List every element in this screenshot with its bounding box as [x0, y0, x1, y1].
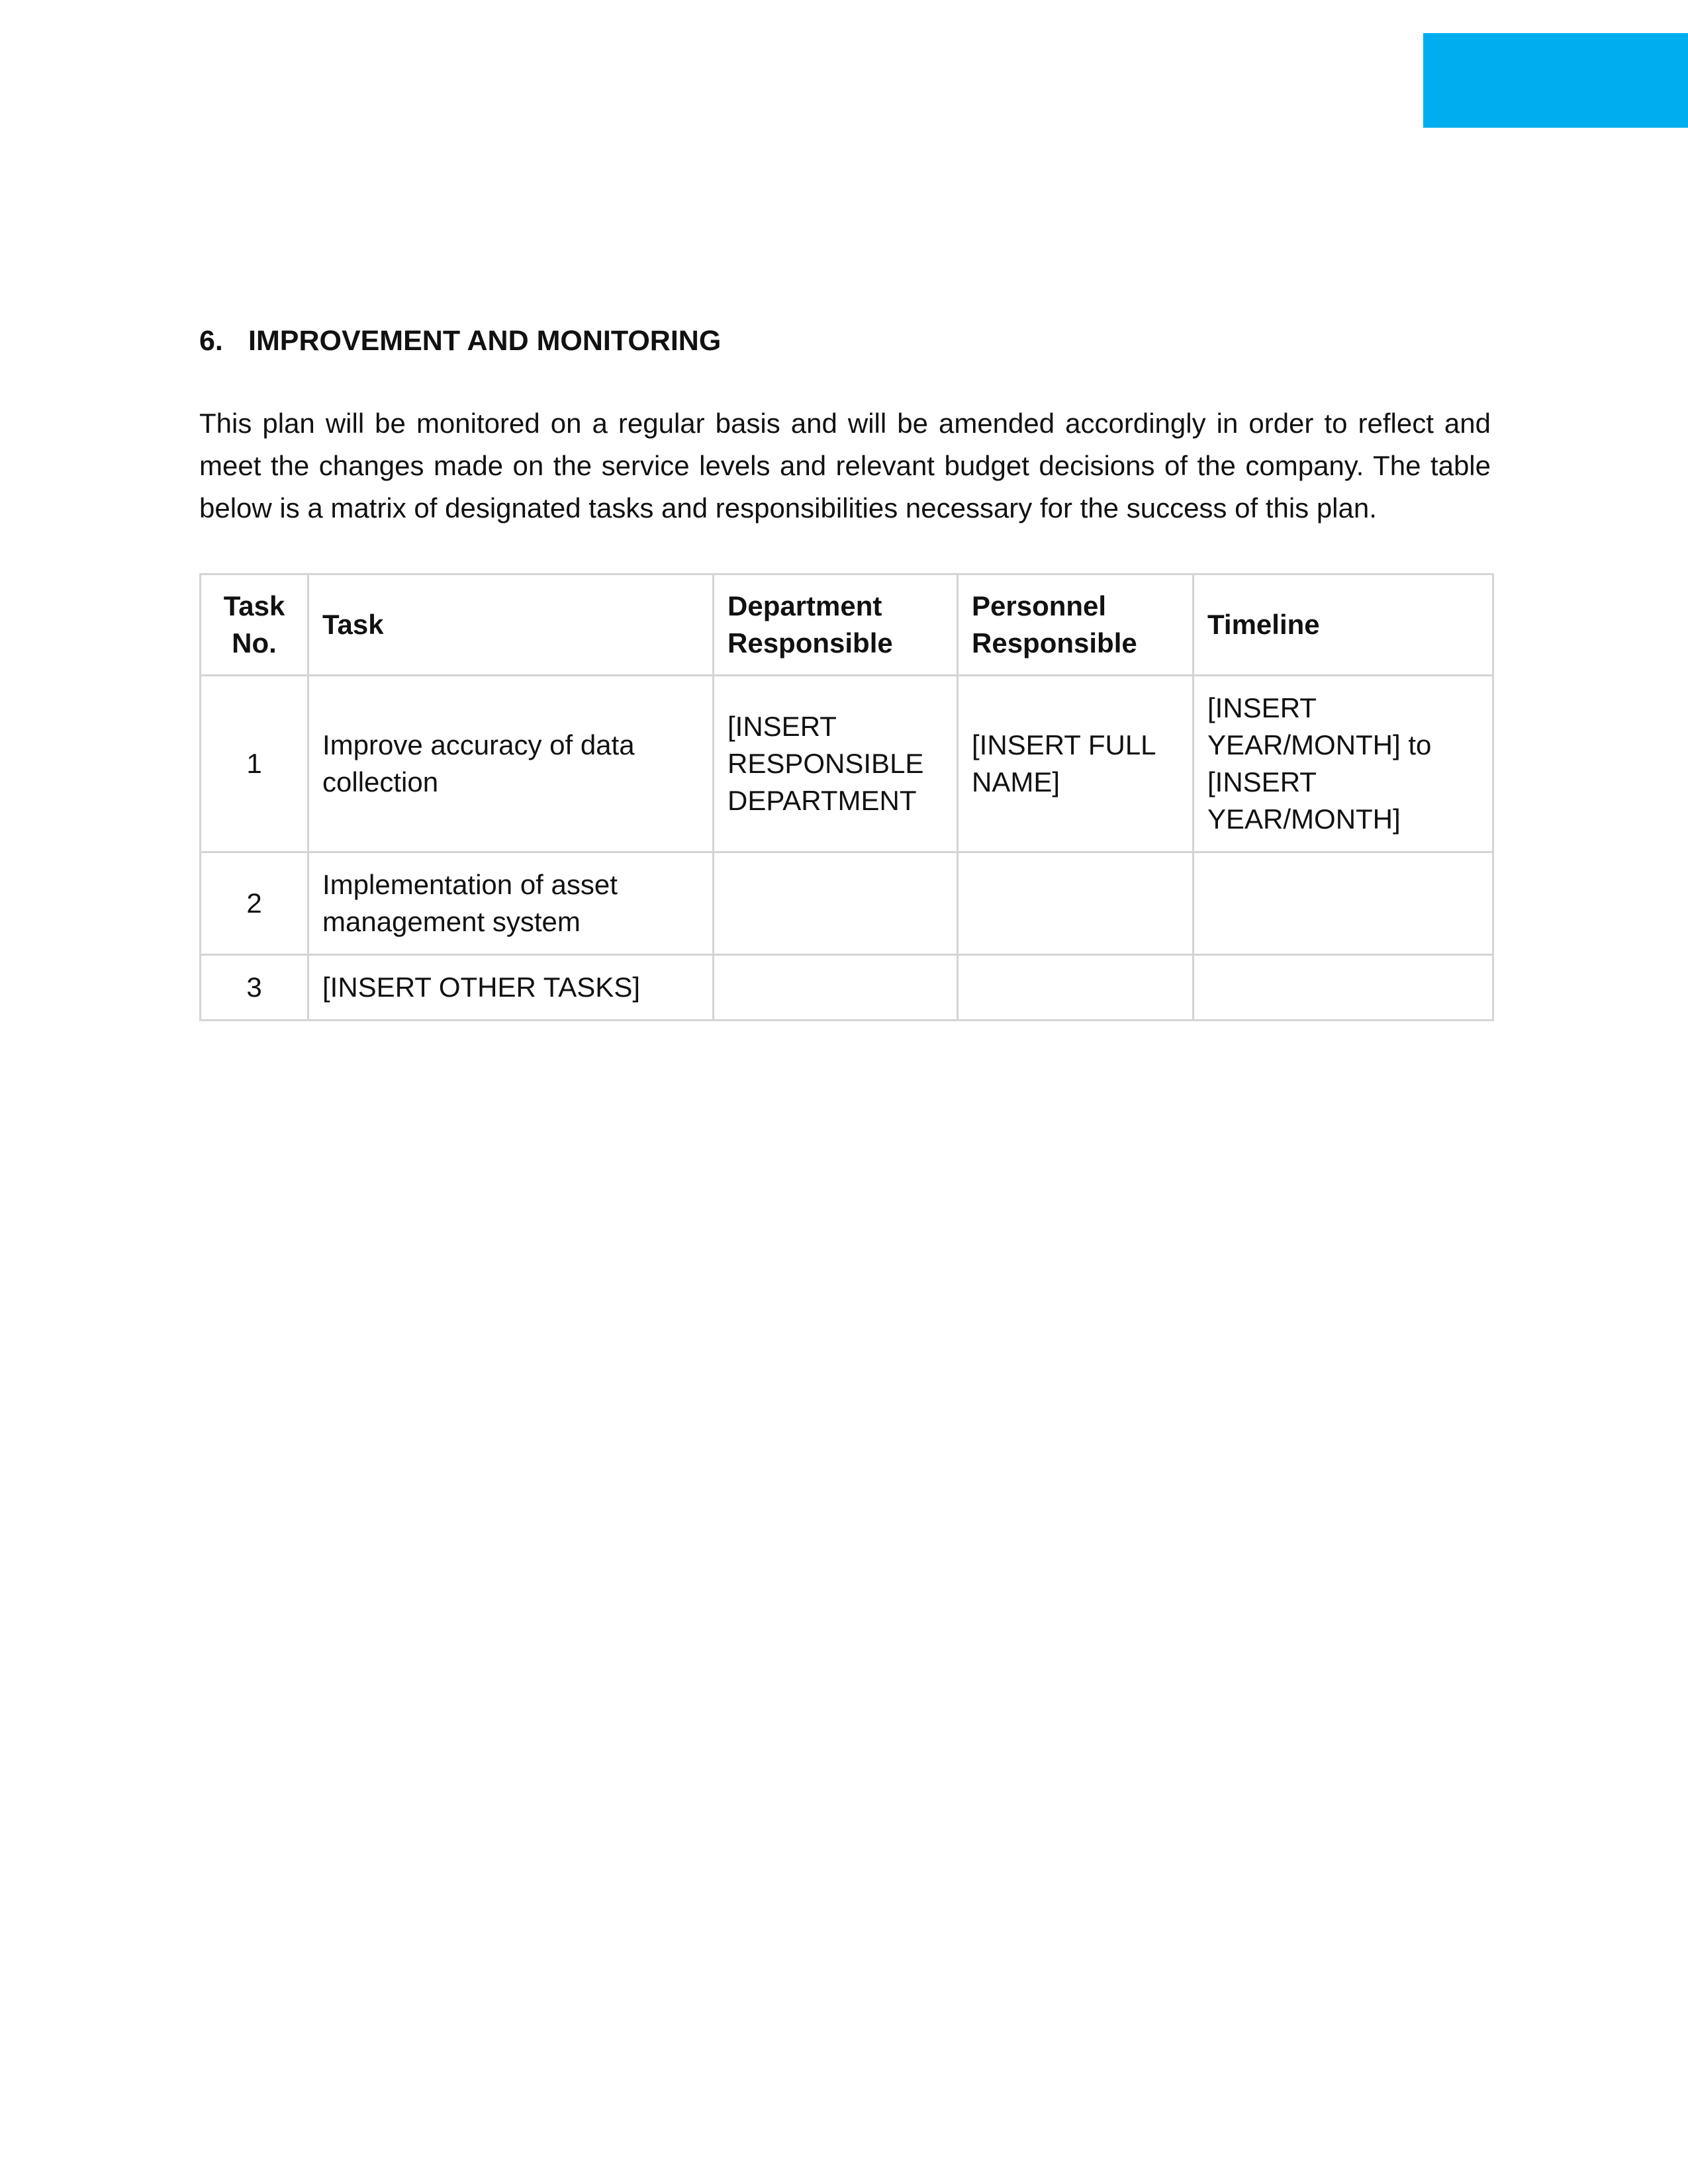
intro-paragraph: This plan will be monitored on a regular basis and will be amended accordingly in order to reflect and meet the changes made on the service levels and relevant budget decisions of the company. The table below is a matrix of designated tasks and responsibilities necessary for the success of this plan. [199, 407, 1491, 523]
cell-task: Implementation of asset management system [308, 852, 714, 954]
cell-personnel: [INSERT FULL NAME] [958, 675, 1194, 852]
header-department: Department Responsible [714, 574, 958, 675]
table-row [201, 675, 1493, 852]
cell-timeline [1194, 852, 1493, 954]
cell-task-no: 3 [201, 954, 308, 1020]
cell-task: [INSERT OTHER TASKS] [308, 954, 714, 1020]
cell-task-no: 1 [201, 675, 308, 852]
cell-department [714, 852, 958, 954]
cell-timeline [1194, 954, 1493, 1020]
header-accent-block [1423, 33, 1688, 128]
table-header-row [201, 574, 1493, 675]
cell-task: Improve accuracy of data collection [308, 675, 714, 852]
cell-department: [INSERT RESPONSIBLE DEPARTMENT [714, 675, 958, 852]
task-matrix-table [199, 573, 1494, 1021]
cell-task-no: 2 [201, 852, 308, 954]
cell-timeline: [INSERT YEAR/MONTH] to [INSERT YEAR/MONTH] [1194, 675, 1493, 852]
header-task: Task [308, 574, 714, 675]
table-row [201, 852, 1493, 954]
header-timeline: Timeline [1194, 574, 1493, 675]
document-body [199, 324, 1491, 1021]
header-personnel: Personnel Responsible [958, 574, 1194, 675]
cell-personnel [958, 852, 1194, 954]
section-number: 6. [199, 325, 223, 357]
cell-department [714, 954, 958, 1020]
table-row [201, 954, 1493, 1020]
section-heading [199, 324, 1491, 359]
section-title: IMPROVEMENT AND MONITORING [248, 325, 722, 357]
cell-personnel [958, 954, 1194, 1020]
header-task-no: Task No. [201, 574, 308, 675]
